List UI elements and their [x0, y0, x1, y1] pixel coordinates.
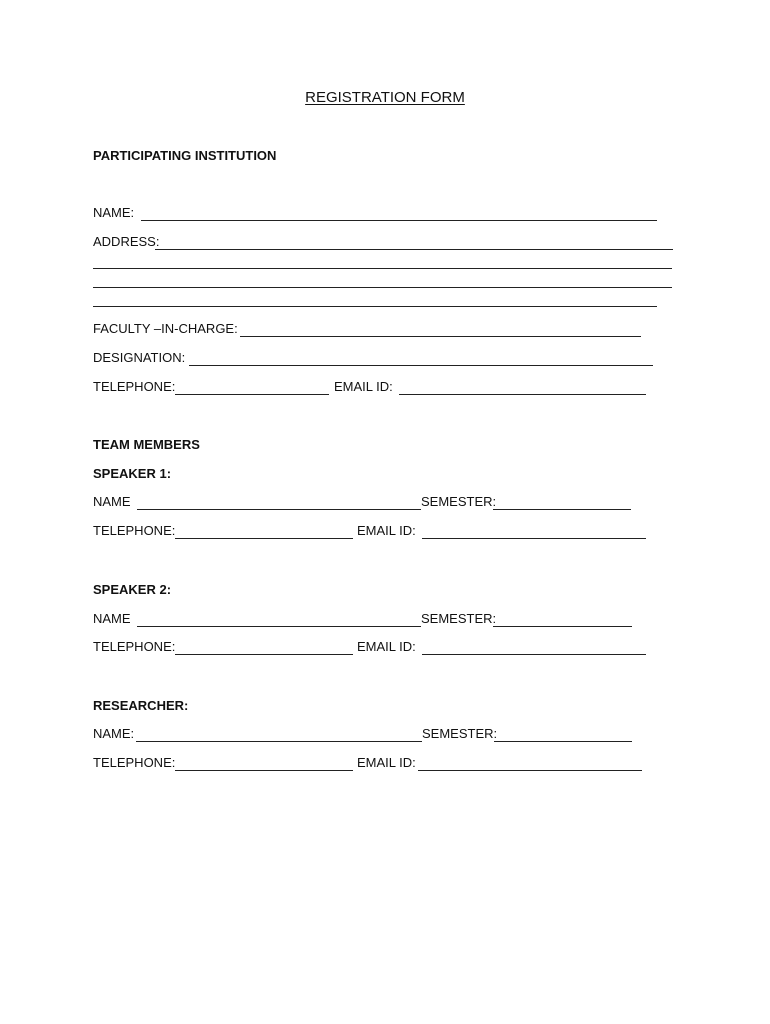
- institution-email-field[interactable]: [399, 394, 646, 395]
- address-field-line-3[interactable]: [93, 287, 672, 288]
- institution-name-field[interactable]: [141, 220, 657, 221]
- team-members-heading: TEAM MEMBERS: [93, 437, 200, 452]
- address-field-line-1[interactable]: [155, 249, 673, 250]
- speaker-2-telephone-field[interactable]: [175, 654, 353, 655]
- institution-heading: PARTICIPATING INSTITUTION: [93, 148, 277, 163]
- researcher-telephone-field[interactable]: [175, 770, 353, 771]
- speaker-2-email-field[interactable]: [422, 654, 646, 655]
- faculty-field[interactable]: [240, 336, 641, 337]
- address-field-line-4[interactable]: [93, 306, 657, 307]
- speaker-1-telephone-field[interactable]: [175, 538, 353, 539]
- researcher-email-label: EMAIL ID:: [357, 755, 416, 770]
- speaker-1-telephone-label: TELEPHONE:: [93, 523, 176, 538]
- institution-telephone-label: TELEPHONE:: [93, 379, 176, 394]
- speaker-2-name-field[interactable]: [137, 626, 421, 627]
- researcher-email-field[interactable]: [418, 770, 642, 771]
- speaker-2-semester-field[interactable]: [493, 626, 632, 627]
- speaker-2-heading: SPEAKER 2:: [93, 582, 172, 597]
- speaker-2-email-label: EMAIL ID:: [357, 639, 416, 654]
- speaker-1-semester-field[interactable]: [493, 509, 631, 510]
- designation-label: DESIGNATION:: [93, 350, 186, 365]
- researcher-semester-label: SEMESTER:: [422, 726, 498, 741]
- designation-field[interactable]: [189, 365, 653, 366]
- address-field-line-2[interactable]: [93, 268, 672, 269]
- speaker-1-heading: SPEAKER 1:: [93, 466, 172, 481]
- institution-name-label: NAME:: [93, 205, 135, 220]
- speaker-1-name-label: NAME: [93, 494, 131, 509]
- institution-telephone-field[interactable]: [175, 394, 329, 395]
- speaker-2-name-label: NAME: [93, 611, 131, 626]
- form-title: [0, 89, 770, 107]
- speaker-2-semester-label: SEMESTER:: [421, 611, 497, 626]
- institution-email-label: EMAIL ID:: [334, 379, 393, 394]
- speaker-1-email-label: EMAIL ID:: [357, 523, 416, 538]
- speaker-1-semester-label: SEMESTER:: [421, 494, 497, 509]
- researcher-name-field[interactable]: [136, 741, 422, 742]
- researcher-heading: RESEARCHER:: [93, 698, 189, 713]
- speaker-1-name-field[interactable]: [137, 509, 421, 510]
- speaker-1-email-field[interactable]: [422, 538, 646, 539]
- speaker-2-telephone-label: TELEPHONE:: [93, 639, 176, 654]
- researcher-name-label: NAME:: [93, 726, 135, 741]
- researcher-telephone-label: TELEPHONE:: [93, 755, 176, 770]
- researcher-semester-field[interactable]: [494, 741, 632, 742]
- faculty-label: FACULTY –IN-CHARGE:: [93, 321, 238, 336]
- form-title-text: REGISTRATION FORM: [305, 89, 465, 106]
- address-label: ADDRESS:: [93, 234, 160, 249]
